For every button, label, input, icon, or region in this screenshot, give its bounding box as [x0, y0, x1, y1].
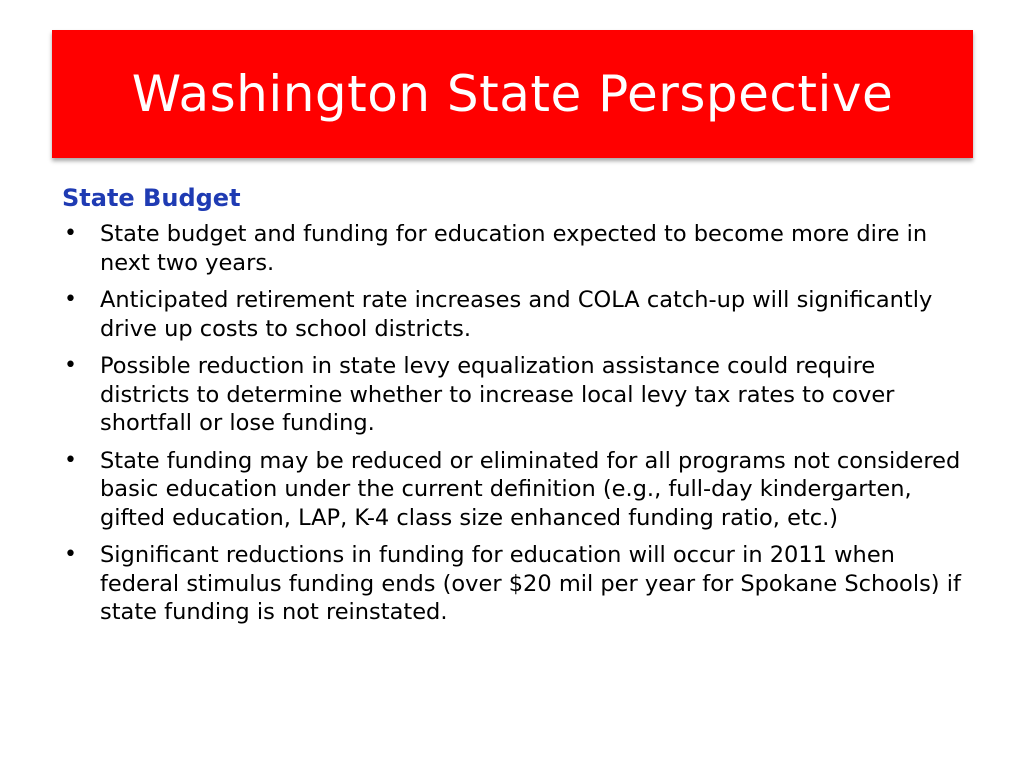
- bullet-list: [62, 220, 962, 627]
- title-banner: [52, 30, 973, 158]
- bullet-icon: •: [64, 353, 77, 378]
- section-heading: State Budget: [62, 184, 241, 212]
- bullet-item: [62, 541, 962, 627]
- bullet-item: [62, 220, 962, 277]
- bullet-text: State budget and funding for education expected to become more dire in next two years.: [100, 221, 928, 276]
- bullet-text: State funding may be reduced or eliminated for all programs not considered basic education under the current definition (e.g., full-day kindergarten, gifted education, LAP, K-4 class size enhanced funding ratio, etc.): [100, 447, 961, 531]
- bullet-icon: •: [64, 287, 77, 312]
- bullet-text: Possible reduction in state levy equalization assistance could require districts to determine whether to increase local levy tax rates to cover shortfall or lose funding.: [100, 353, 895, 436]
- bullet-icon: •: [64, 542, 77, 567]
- bullet-text: Significant reductions in funding for education will occur in 2011 when federal stimulus funding ends (over $20 mil per year for Spokane Schools) if state funding is not reinstated.: [100, 542, 961, 625]
- bullet-item: [62, 447, 962, 533]
- slide-title: Washington State Perspective: [131, 65, 894, 123]
- bullet-item: [62, 352, 962, 438]
- slide-content: [62, 180, 962, 636]
- bullet-icon: •: [64, 221, 77, 246]
- bullet-icon: •: [64, 447, 77, 473]
- bullet-item: [62, 286, 962, 343]
- bullet-text: Anticipated retirement rate increases and COLA catch-up will significantly drive up costs to school districts.: [100, 287, 933, 342]
